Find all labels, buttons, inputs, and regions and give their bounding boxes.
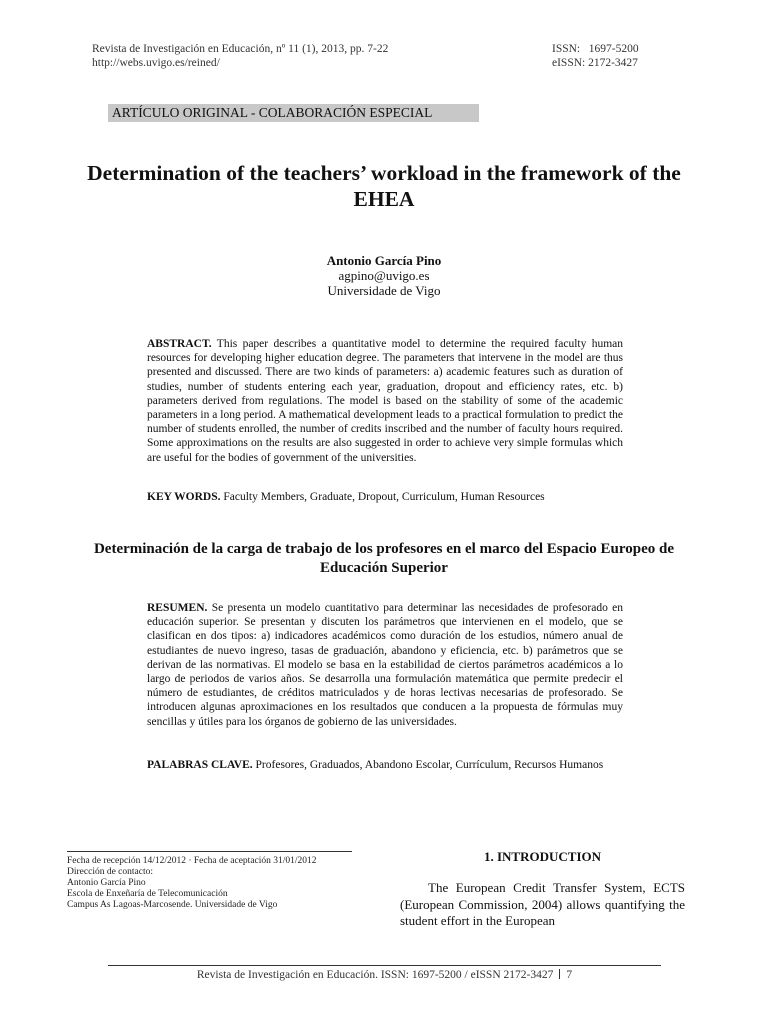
footer-separator [559, 969, 560, 979]
footnote-school: Escola de Enxeñaría de Telecomunicación [67, 889, 228, 899]
keywords-label: KEY WORDS. [147, 491, 221, 503]
footer-text: Revista de Investigación en Educación. ISSN: 1697-5200 / eISSN 2172-3427 [196, 969, 554, 981]
issn: ISSN: 1697-5200 [552, 43, 639, 55]
journal-citation: Revista de Investigación en Educación, nº 11 (1), 2013, pp. 7-22 [92, 43, 389, 55]
abstract [147, 337, 623, 465]
journal-url[interactable]: http://webs.uvigo.es/reined/ [92, 57, 220, 69]
footer-divider [108, 965, 661, 966]
author-affiliation: Universidade de Vigo [327, 283, 441, 298]
page-footer [108, 968, 661, 982]
author-block [234, 253, 534, 298]
section-tag: ARTÍCULO ORIGINAL - COLABORACIÓN ESPECIAL [108, 104, 479, 122]
palabras-clave [147, 758, 623, 772]
footnote-contact-label: Dirección de contacto: [67, 867, 153, 877]
author-name: Antonio García Pino [326, 253, 442, 268]
footnote-campus: Campus As Lagoas-Marcosende. Universidade de Vigo [67, 900, 278, 910]
intro-text: The European Credit Transfer System, ECTS (European Commission, 2004) allows quantifying the student effort in the European [400, 880, 685, 928]
page-number: 7 [566, 969, 573, 981]
palabras-label: PALABRAS CLAVE. [147, 759, 253, 771]
keywords [147, 490, 623, 504]
abstract-label: ABSTRACT. [147, 338, 212, 350]
spanish-title: Determinación de la carga de trabajo de los profesores en el marco del Espacio Europeo de Educación Superior [93, 541, 675, 576]
intro-heading: 1. INTRODUCTION [483, 849, 601, 864]
keywords-text: Faculty Members, Graduate, Dropout, Curriculum, Human Resources [220, 491, 545, 503]
resumen [147, 601, 623, 729]
footnote [67, 856, 367, 911]
author-email[interactable]: agpino@uvigo.es [338, 268, 430, 283]
palabras-text: Profesores, Graduados, Abandono Escolar, Currículum, Recursos Humanos [252, 759, 604, 771]
eissn: eISSN: 2172-3427 [552, 57, 638, 69]
resumen-text: Se presenta un modelo cuantitativo para determinar las necesidades de profesorado en educación superior. Se presentan y discuten los parámetros que intervienen en el modelo, que se clasifican en dos tipos: a) indicadores académicos como duración de los estudios, número anual de estudiantes de nuevo ingreso, tasas de graduación, abandono y eficiencia, etc. b) parámetros que se derivan de las normativas. El modelo se basa en la estabilidad de ciertos parámetros académicos a lo largo de periodos de varios años. Se desarrolla una formulación matemática que permite predecir el número de estudiantes, de créditos matriculados y de horas lectivas necesarias de profesorado. Se introducen algunas aproximaciones en los resultados que conducen a la propuesta de fórmulas muy sencillas y útiles para los órganos de gobierno de las universidades. [147, 602, 623, 728]
resumen-label: RESUMEN. [147, 602, 208, 614]
footnote-divider [67, 851, 352, 852]
footnote-contact-name: Antonio García Pino [67, 878, 146, 888]
abstract-text: This paper describes a quantitative model to determine the required faculty human resources for developing higher education degree. The parameters that intervene in the model are thus presented and discussed. There are two kinds of parameters: a) academic features such as duration of studies, number of students entering each year, graduation, dropout and efficiency rates, etc. b) parameters derived from regulations. The model is based on the stability of some of the academic parameters in a long period. A mathematical development leads to a practical formulation to predict the number of students enrolled, the number of credits inscribed and the number of faculty hours required. Some approximations on the results are also suggested in order to achieve very simple formulas which are useful for the bodies of government of the universities. [147, 338, 623, 464]
footnote-dates: Fecha de recepción 14/12/2012 · Fecha de aceptación 31/01/2012 [67, 856, 317, 866]
article-title: Determination of the teachers’ workload in the framework of the EHEA [87, 161, 681, 211]
